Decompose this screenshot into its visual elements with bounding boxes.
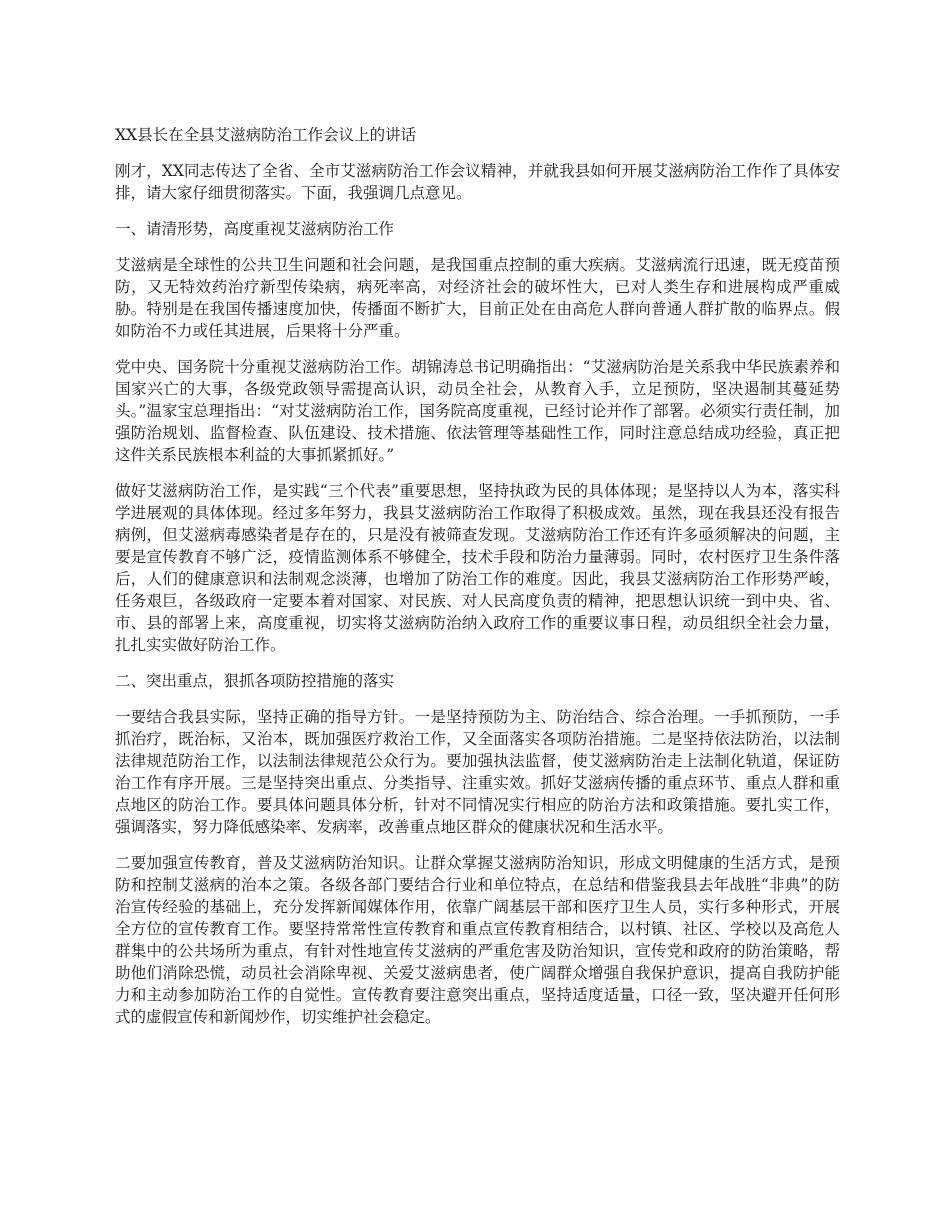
document-page (115, 124, 840, 1042)
document-title: XX县长在全县艾滋病防治工作会议上的讲话 (115, 126, 417, 144)
paragraph: 艾滋病是全球性的公共卫生问题和社会问题，是我国重点控制的重大疾病。艾滋病流行迅速，既无疫苗预防，又无特效药治疗新型传染病，病死率高，对经济社会的破坏性大，已对人类生存和进展构成严重威胁。特别是在我国传播速度加快，传播面不断扩大，目前正处在由高危人群向普通人群扩散的临界点。假如防治不力或任其进展，后果将十分严重。 (115, 256, 840, 340)
paragraph: 党中央、国务院十分重视艾滋病防治工作。胡锦涛总书记明确指出：“艾滋病防治是关系我中华民族素养和国家兴亡的大事，各级党政领导需提高认识，动员全社会，从教育入手，立足预防，坚决遏制其蔓延势头。”温家宝总理指出：“对艾滋病防治工作，国务院高度重视，已经讨论并作了部署。必须实行责任制，加强防治规划、监督检查、队伍建设、技术措施、依法管理等基础性工作，同时注意总结成功经验，真正把这件关系民族根本利益的大事抓紧抓好。” (115, 358, 840, 464)
section-heading-1: 一、请清形势，高度重视艾滋病防治工作 (115, 220, 395, 238)
section-heading-2: 二、突出重点，狠抓各项防控措施的落实 (115, 672, 395, 690)
paragraph: 二要加强宣传教育，普及艾滋病防治知识。让群众掌握艾滋病防治知识，形成文明健康的生活方式，是预防和控制艾滋病的治本之策。各级各部门要结合行业和单位特点，在总结和借鉴我县去年战胜“非典”的防治宣传经验的基础上，充分发挥新闻媒体作用，依靠广阔基层干部和医疗卫生人员，实行多种形式，开展全方位的宣传教育工作。要坚持常常性宣传教育和重点宣传教育相结合，以村镇、社区、学校以及高危人群集中的公共场所为重点，有针对性地宣传艾滋病的严重危害及防治知识，宣传党和政府的防治策略，帮助他们消除恐慌，动员社会消除卑视、关爱艾滋病患者，使广阔群众增强自我保护意识，提高自我防护能力和主动参加防治工作的自觉性。宣传教育要注意突出重点，坚持适度适量，口径一致，坚决避开任何形式的虚假宣传和新闻炒作，切实维护社会稳定。 (115, 854, 840, 1026)
paragraph: 做好艾滋病防治工作，是实践“三个代表”重要思想，坚持执政为民的具体体现；是坚持以人为本，落实科学进展观的具体体现。经过多年努力，我县艾滋病防治工作取得了积极成效。虽然，现在我县还没有报告病例，但艾滋病毒感染者是存在的，只是没有被筛查发现。艾滋病防治工作还有许多亟须解决的问题，主要是宣传教育不够广泛，疫情监测体系不够健全，技术手段和防治力量薄弱。同时，农村医疗卫生条件落后，人们的健康意识和法制观念淡薄，也增加了防治工作的难度。因此，我县艾滋病防治工作形势严峻，任务艰巨，各级政府一定要本着对国家、对民族、对人民高度负责的精神，把思想认识统一到中央、省、市、县的部署上来，高度重视，切实将艾滋病防治纳入政府工作的重要议事日程，动员组织全社会力量，扎扎实实做好防治工作。 (115, 482, 840, 654)
intro-paragraph: 刚才，XX同志传达了全省、全市艾滋病防治工作会议精神，并就我县如何开展艾滋病防治工作作了具体安排，请大家仔细贯彻落实。下面，我强调几点意见。 (115, 162, 840, 202)
paragraph: 一要结合我县实际，坚持正确的指导方针。一是坚持预防为主、防治结合、综合治理。一手抓预防，一手抓治疗，既治标，又治本，既加强医疗救治工作，又全面落实各项防治措施。二是坚持依法防治，以法制法律规范防治工作，以法制法律规范公众行为。要加强执法监督，使艾滋病防治走上法制化轨道，保证防治工作有序开展。三是坚持突出重点、分类指导、注重实效。抓好艾滋病传播的重点环节、重点人群和重点地区的防治工作。要具体问题具体分析，针对不同情况实行相应的防治方法和政策措施。要扎实工作，强调落实，努力降低感染率、发病率，改善重点地区群众的健康状况和生活水平。 (115, 708, 840, 836)
